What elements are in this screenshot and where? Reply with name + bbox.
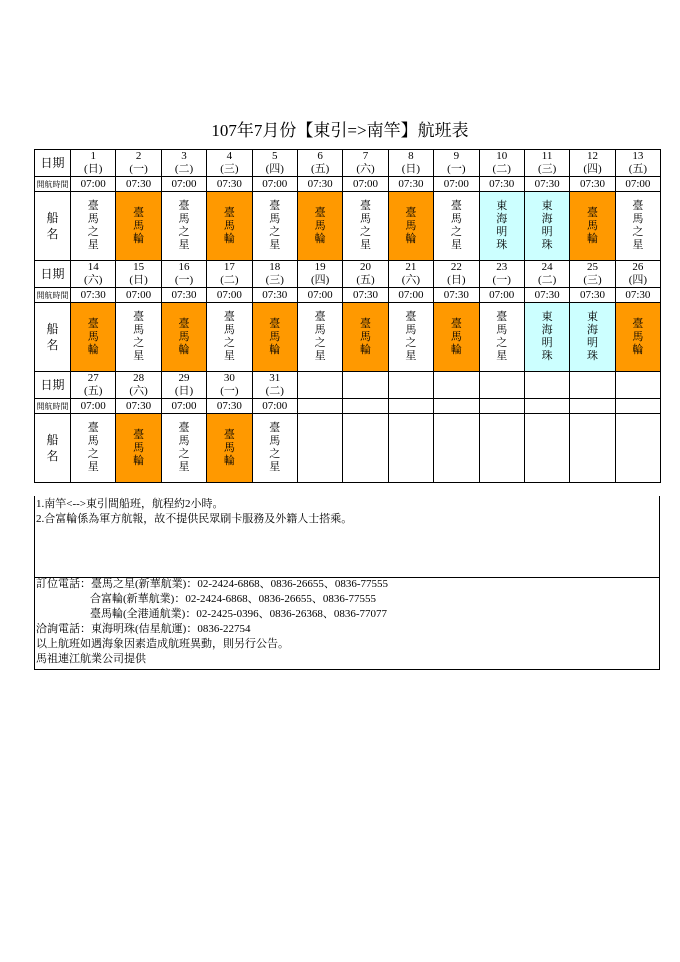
day-number: 4 bbox=[207, 150, 252, 164]
contact-section bbox=[34, 577, 660, 670]
weekday: (日) bbox=[434, 274, 479, 288]
day-number: 8 bbox=[388, 150, 433, 164]
empty-cell bbox=[524, 372, 569, 386]
weekday: (一) bbox=[161, 274, 206, 288]
day-number: 18 bbox=[252, 261, 297, 275]
empty-cell bbox=[343, 414, 388, 483]
day-number: 16 bbox=[161, 261, 206, 275]
ship-name-cell: 臺 馬 之 星 bbox=[161, 192, 206, 261]
day-number: 26 bbox=[615, 261, 660, 275]
note-line: 2.合富輪係為軍方航報，故不提供民眾刷卡服務及外籍人士搭乘。 bbox=[36, 513, 353, 525]
empty-cell bbox=[570, 372, 615, 386]
empty-cell bbox=[479, 372, 524, 386]
weekday: (五) bbox=[343, 274, 388, 288]
weekday: (三) bbox=[570, 274, 615, 288]
departure-time: 07:30 bbox=[388, 177, 433, 192]
departure-time: 07:30 bbox=[524, 288, 569, 303]
ship-name-cell: 臺 馬 之 星 bbox=[161, 414, 206, 483]
day-number: 3 bbox=[161, 150, 206, 164]
departure-time: 07:30 bbox=[207, 177, 252, 192]
weekday: (二) bbox=[479, 163, 524, 177]
ship-name-cell: 臺 馬 輪 bbox=[252, 303, 297, 372]
departure-time: 07:00 bbox=[434, 177, 479, 192]
empty-cell bbox=[388, 385, 433, 399]
ship-name-label: 船 名 bbox=[35, 303, 71, 372]
empty-cell bbox=[434, 372, 479, 386]
empty-cell bbox=[524, 385, 569, 399]
day-number: 24 bbox=[524, 261, 569, 275]
weekday: (三) bbox=[207, 163, 252, 177]
schedule-table bbox=[34, 149, 661, 483]
empty-cell bbox=[297, 399, 342, 414]
contact-line: 以上航班如遇海象因素造成航班異動，則另行公告。 bbox=[36, 638, 289, 650]
departure-time: 07:30 bbox=[570, 177, 615, 192]
ship-name-label: 船 名 bbox=[35, 414, 71, 483]
ship-name-cell: 臺 馬 之 星 bbox=[479, 303, 524, 372]
departure-time: 07:00 bbox=[343, 177, 388, 192]
ship-name-cell: 臺 馬 輪 bbox=[570, 192, 615, 261]
day-number: 15 bbox=[116, 261, 161, 275]
weekday: (日) bbox=[388, 163, 433, 177]
departure-time: 07:30 bbox=[252, 288, 297, 303]
ship-name-cell: 臺 馬 輪 bbox=[71, 303, 116, 372]
day-number: 31 bbox=[252, 372, 297, 386]
ship-name-cell: 東 海 明 珠 bbox=[524, 192, 569, 261]
ship-name-cell: 臺 馬 輪 bbox=[297, 192, 342, 261]
departure-time: 07:30 bbox=[207, 399, 252, 414]
empty-cell bbox=[343, 385, 388, 399]
empty-cell bbox=[615, 385, 660, 399]
ship-name-cell: 臺 馬 之 星 bbox=[388, 303, 433, 372]
empty-cell bbox=[388, 414, 433, 483]
empty-cell bbox=[343, 399, 388, 414]
weekday: (一) bbox=[434, 163, 479, 177]
weekday: (五) bbox=[615, 163, 660, 177]
empty-cell bbox=[479, 399, 524, 414]
day-number: 19 bbox=[297, 261, 342, 275]
depart-time-label: 開航時間 bbox=[35, 177, 71, 192]
departure-time: 07:00 bbox=[161, 399, 206, 414]
weekday: (六) bbox=[71, 274, 116, 288]
departure-time: 07:00 bbox=[71, 399, 116, 414]
empty-cell bbox=[434, 414, 479, 483]
weekday: (六) bbox=[388, 274, 433, 288]
departure-time: 07:30 bbox=[570, 288, 615, 303]
departure-time: 07:00 bbox=[297, 288, 342, 303]
empty-cell bbox=[297, 385, 342, 399]
ship-name-cell: 臺 馬 之 星 bbox=[615, 192, 660, 261]
departure-time: 07:00 bbox=[252, 399, 297, 414]
departure-time: 07:30 bbox=[615, 288, 660, 303]
ship-name-cell: 臺 馬 輪 bbox=[207, 414, 252, 483]
day-number: 14 bbox=[71, 261, 116, 275]
day-number: 28 bbox=[116, 372, 161, 386]
empty-cell bbox=[297, 372, 342, 386]
ship-name-cell: 臺 馬 之 星 bbox=[343, 192, 388, 261]
ship-name-cell: 臺 馬 輪 bbox=[161, 303, 206, 372]
day-number: 29 bbox=[161, 372, 206, 386]
contact-line: 訂位電話：臺馬之星(新華航業)：02-2424-6868、0836-26655、0836-77555 bbox=[36, 578, 388, 590]
departure-time: 07:00 bbox=[388, 288, 433, 303]
departure-time: 07:30 bbox=[71, 288, 116, 303]
weekday: (二) bbox=[207, 274, 252, 288]
notes-section bbox=[34, 496, 660, 578]
ship-name-cell: 東 海 明 珠 bbox=[570, 303, 615, 372]
empty-cell bbox=[479, 385, 524, 399]
weekday: (一) bbox=[479, 274, 524, 288]
ship-name-cell: 臺 馬 輪 bbox=[343, 303, 388, 372]
empty-cell bbox=[570, 385, 615, 399]
ship-name-cell: 東 海 明 珠 bbox=[524, 303, 569, 372]
day-number: 11 bbox=[524, 150, 569, 164]
contact-line: 合富輪(新華航業)：02-2424-6868、0836-26655、0836-77555 bbox=[90, 593, 376, 605]
weekday: (日) bbox=[71, 163, 116, 177]
depart-time-label: 開航時間 bbox=[35, 288, 71, 303]
empty-cell bbox=[434, 385, 479, 399]
depart-time-label: 開航時間 bbox=[35, 399, 71, 414]
day-number: 9 bbox=[434, 150, 479, 164]
ship-name-cell: 臺 馬 輪 bbox=[116, 192, 161, 261]
empty-cell bbox=[570, 399, 615, 414]
departure-time: 07:30 bbox=[479, 177, 524, 192]
empty-cell bbox=[388, 399, 433, 414]
note-line: 1.南竿<-->東引間船班，航程約2小時。 bbox=[36, 498, 224, 510]
empty-cell bbox=[388, 372, 433, 386]
weekday: (四) bbox=[297, 274, 342, 288]
ship-name-cell: 臺 馬 之 星 bbox=[116, 303, 161, 372]
departure-time: 07:00 bbox=[207, 288, 252, 303]
departure-time: 07:00 bbox=[615, 177, 660, 192]
weekday: (四) bbox=[252, 163, 297, 177]
day-number: 25 bbox=[570, 261, 615, 275]
date-label: 日期 bbox=[35, 150, 71, 177]
weekday: (四) bbox=[570, 163, 615, 177]
contact-line: 馬祖連江航業公司提供 bbox=[36, 653, 146, 665]
ship-name-cell: 臺 馬 輪 bbox=[388, 192, 433, 261]
ship-name-cell: 臺 馬 之 星 bbox=[434, 192, 479, 261]
weekday: (日) bbox=[116, 274, 161, 288]
day-number: 23 bbox=[479, 261, 524, 275]
weekday: (二) bbox=[252, 385, 297, 399]
departure-time: 07:00 bbox=[71, 177, 116, 192]
empty-cell bbox=[524, 399, 569, 414]
departure-time: 07:30 bbox=[116, 177, 161, 192]
ship-name-cell: 臺 馬 輪 bbox=[116, 414, 161, 483]
contact-line: 洽詢電話：東海明珠(佶星航運)：0836-22754 bbox=[36, 623, 251, 635]
weekday: (一) bbox=[207, 385, 252, 399]
ship-name-cell: 臺 馬 之 星 bbox=[252, 192, 297, 261]
day-number: 21 bbox=[388, 261, 433, 275]
day-number: 2 bbox=[116, 150, 161, 164]
date-label: 日期 bbox=[35, 372, 71, 399]
weekday: (五) bbox=[297, 163, 342, 177]
weekday: (六) bbox=[343, 163, 388, 177]
day-number: 17 bbox=[207, 261, 252, 275]
day-number: 7 bbox=[343, 150, 388, 164]
weekday: (四) bbox=[615, 274, 660, 288]
day-number: 30 bbox=[207, 372, 252, 386]
weekday: (一) bbox=[116, 163, 161, 177]
day-number: 13 bbox=[615, 150, 660, 164]
ship-name-cell: 臺 馬 輪 bbox=[207, 192, 252, 261]
empty-cell bbox=[615, 414, 660, 483]
empty-cell bbox=[343, 372, 388, 386]
empty-cell bbox=[524, 414, 569, 483]
empty-cell bbox=[434, 399, 479, 414]
day-number: 5 bbox=[252, 150, 297, 164]
departure-time: 07:00 bbox=[116, 288, 161, 303]
departure-time: 07:00 bbox=[479, 288, 524, 303]
ship-name-cell: 臺 馬 之 星 bbox=[252, 414, 297, 483]
ship-name-cell: 臺 馬 輪 bbox=[615, 303, 660, 372]
departure-time: 07:30 bbox=[343, 288, 388, 303]
weekday: (二) bbox=[524, 274, 569, 288]
empty-cell bbox=[479, 414, 524, 483]
ship-name-cell: 臺 馬 之 星 bbox=[71, 192, 116, 261]
day-number: 6 bbox=[297, 150, 342, 164]
day-number: 12 bbox=[570, 150, 615, 164]
ship-name-cell: 臺 馬 之 星 bbox=[207, 303, 252, 372]
departure-time: 07:00 bbox=[252, 177, 297, 192]
weekday: (三) bbox=[524, 163, 569, 177]
day-number: 20 bbox=[343, 261, 388, 275]
empty-cell bbox=[297, 414, 342, 483]
weekday: (三) bbox=[252, 274, 297, 288]
ship-name-label: 船 名 bbox=[35, 192, 71, 261]
contact-line: 臺馬輪(全港通航業)：02-2425-0396、0836-26368、0836-77077 bbox=[90, 608, 387, 620]
departure-time: 07:30 bbox=[161, 288, 206, 303]
date-label: 日期 bbox=[35, 261, 71, 288]
weekday: (五) bbox=[71, 385, 116, 399]
weekday: (六) bbox=[116, 385, 161, 399]
departure-time: 07:30 bbox=[116, 399, 161, 414]
ship-name-cell: 臺 馬 之 星 bbox=[297, 303, 342, 372]
day-number: 27 bbox=[71, 372, 116, 386]
empty-cell bbox=[615, 372, 660, 386]
ship-name-cell: 臺 馬 之 星 bbox=[71, 414, 116, 483]
day-number: 10 bbox=[479, 150, 524, 164]
empty-cell bbox=[615, 399, 660, 414]
ship-name-cell: 臺 馬 輪 bbox=[434, 303, 479, 372]
day-number: 22 bbox=[434, 261, 479, 275]
departure-time: 07:30 bbox=[297, 177, 342, 192]
departure-time: 07:00 bbox=[161, 177, 206, 192]
empty-cell bbox=[570, 414, 615, 483]
page-title: 107年7月份【東引=>南竿】航班表 bbox=[211, 121, 469, 140]
weekday: (二) bbox=[161, 163, 206, 177]
ship-name-cell: 東 海 明 珠 bbox=[479, 192, 524, 261]
weekday: (日) bbox=[161, 385, 206, 399]
departure-time: 07:30 bbox=[524, 177, 569, 192]
day-number: 1 bbox=[71, 150, 116, 164]
departure-time: 07:30 bbox=[434, 288, 479, 303]
